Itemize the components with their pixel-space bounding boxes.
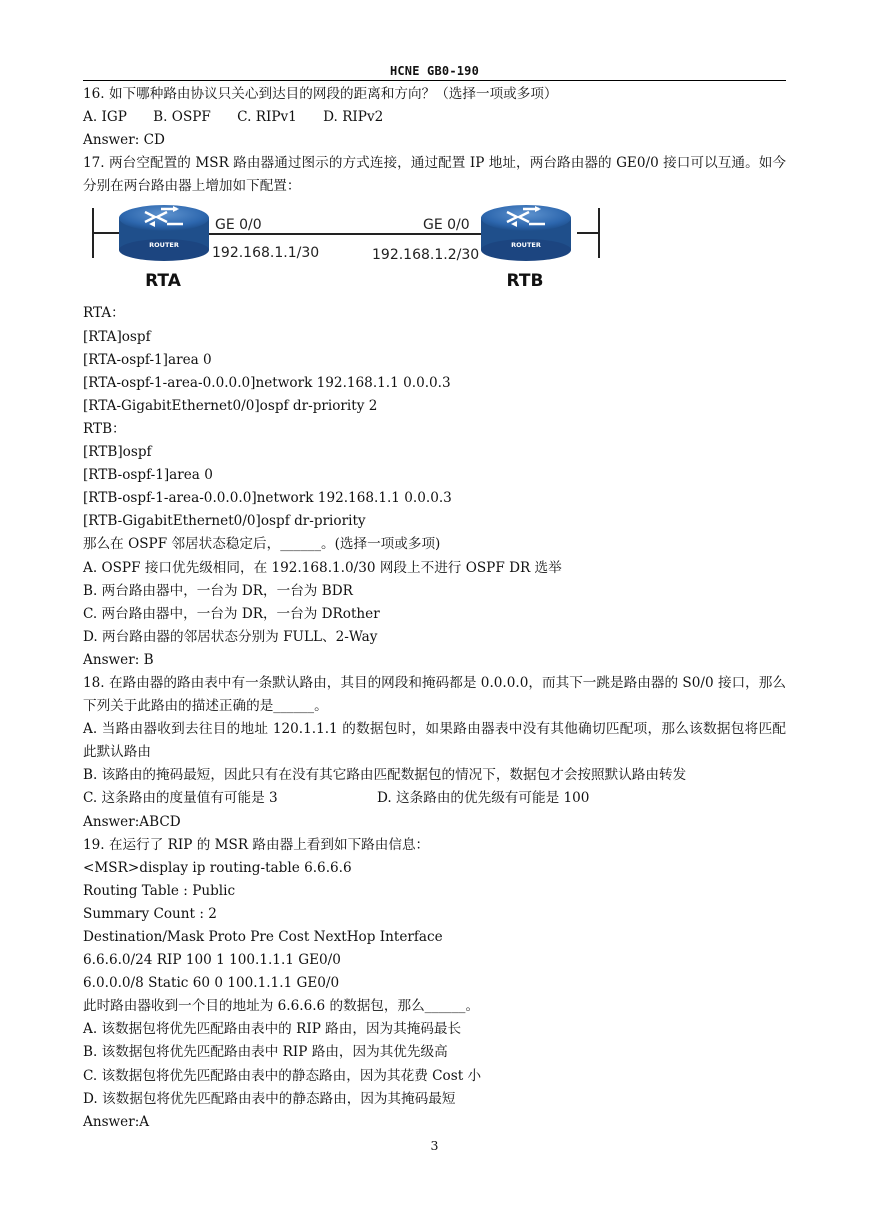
q18-option-c: C. 这条路由的度量值有可能是 3	[83, 790, 278, 807]
rtb-port-label: GE 0/0	[423, 217, 470, 234]
q18-option-d: D. 这条路由的优先级有可能是 100	[377, 790, 590, 807]
diagram-spacer	[83, 294, 786, 302]
q19-output-line: Destination/Mask Proto Pre Cost NextHop Interface	[83, 929, 443, 945]
q18-stem: 18. 在路由器的路由表中有一条默认路由，其目的网段和掩码都是 0.0.0.0，而其下一跳是路由器的 S0/0 接口，那么下列关于此路由的描述正确的是______。	[83, 674, 786, 715]
q19-output-line: Summary Count : 2	[83, 905, 217, 922]
q17-config-line: RTA：	[83, 305, 125, 322]
q16-option-c: C. RIPv1	[237, 109, 297, 126]
q17-config-line: [RTB]ospf	[83, 444, 152, 461]
rtb-ip-label: 192.168.1.2/30	[372, 247, 480, 264]
q17-config-line: [RTA-GigabitEthernet0/0]ospf dr-priority 2	[83, 397, 378, 414]
rtb-label: RTB	[506, 271, 544, 292]
q19-output-line: Routing Table : Public	[83, 882, 236, 899]
q17-answer: Answer: B	[83, 651, 154, 668]
q16-option-a: A. IGP	[83, 109, 127, 126]
q17-option-d: D. 两台路由器的邻居状态分别为 FULL、2-Way	[83, 628, 378, 645]
router-rtb-icon	[481, 205, 571, 261]
q17-stem: 17. 两台空配置的 MSR 路由器通过图示的方式连接，通过配置 IP 地址，两台路由器的 GE0/0 接口可以互通。如今分别在两台路由器上增加如下配置：	[83, 155, 786, 195]
rta-port-label: GE 0/0	[215, 217, 262, 234]
q19-stem: 19. 在运行了 RIP 的 MSR 路由器上看到如下路由信息：	[83, 836, 430, 853]
rta-label: RTA	[145, 271, 181, 292]
q18-option-b: B. 该路由的掩码最短，因此只有在没有其它路由匹配数据包的情况下，数据包才会按照默认路由转发	[83, 767, 687, 784]
q19-option-a: A. 该数据包将优先匹配路由表中的 RIP 路由，因为其掩码最长	[83, 1021, 462, 1038]
page-number: 3	[430, 1138, 439, 1153]
router-rta-icon	[119, 205, 209, 261]
q19-output-line: 6.0.0.0/8 Static 60 0 100.1.1.1 GE0/0	[83, 975, 340, 992]
page-header-title: HCNE GB0-190	[389, 64, 480, 78]
q17-config-line: [RTA-ospf-1]area 0	[83, 351, 212, 368]
q19-option-b: B. 该数据包将优先匹配路由表中 RIP 路由，因为其优先级高	[83, 1044, 448, 1061]
q17-config-line: [RTA-ospf-1-area-0.0.0.0]network 192.168.1.1 0.0.0.3	[83, 374, 451, 391]
q19-answer: Answer:A	[83, 1113, 150, 1130]
q17-config-line: [RTB-ospf-1]area 0	[83, 467, 213, 484]
network-topology-diagram	[83, 198, 786, 294]
rta-router-badge: ROUTER	[149, 241, 179, 250]
q17-config-line: [RTB-ospf-1-area-0.0.0.0]network 192.168.1.1 0.0.0.3	[83, 490, 452, 507]
q17-config-line: [RTB-GigabitEthernet0/0]ospf dr-priority	[83, 513, 366, 530]
q19-option-d: D. 该数据包将优先匹配路由表中的静态路由，因为其掩码最短	[83, 1090, 456, 1107]
q19-output-line: 6.6.6.0/24 RIP 100 1 100.1.1.1 GE0/0	[83, 952, 341, 969]
q18-options-cd	[83, 787, 786, 810]
q16-option-d: D. RIPv2	[323, 109, 384, 126]
q16-answer: Answer: CD	[83, 132, 165, 149]
topology-svg	[83, 198, 786, 294]
q17-option-b: B. 两台路由器中，一台为 DR，一台为 BDR	[83, 582, 353, 599]
q16-option-b: B. OSPF	[153, 109, 211, 126]
q18-answer: Answer:ABCD	[83, 813, 181, 830]
q17-config-line: RTB：	[83, 420, 126, 437]
rta-ip-label: 192.168.1.1/30	[212, 245, 320, 262]
q19-option-c: C. 该数据包将优先匹配路由表中的静态路由，因为其花费 Cost 小	[83, 1067, 482, 1084]
q17-option-a: A. OSPF 接口优先级相同，在 192.168.1.0/30 网段上不进行 OSPF DR 选举	[83, 559, 562, 576]
header-divider	[83, 80, 786, 81]
q17-option-c: C. 两台路由器中，一台为 DR，一台为 DRother	[83, 605, 380, 622]
q17-config-line: [RTA]ospf	[83, 328, 151, 345]
document-body	[83, 83, 786, 1134]
q18-option-a: A. 当路由器收到去往目的地址 120.1.1.1 的数据包时，如果路由器表中没有其他确切匹配项，那么该数据包将匹配此默认路由	[83, 721, 786, 761]
q17-question-line: 那么在 OSPF 邻居状态稳定后，______。(选择一项或多项)	[83, 536, 441, 553]
q16-stem: 16. 如下哪种路由协议只关心到达目的网段的距离和方向？（选择一项或多项）	[83, 86, 558, 102]
q19-output-line: <MSR>display ip routing-table 6.6.6.6	[83, 859, 352, 876]
rtb-router-badge: ROUTER	[511, 241, 541, 250]
q16-options	[83, 106, 786, 129]
q19-question-line: 此时路由器收到一个目的地址为 6.6.6.6 的数据包，那么______。	[83, 998, 480, 1015]
